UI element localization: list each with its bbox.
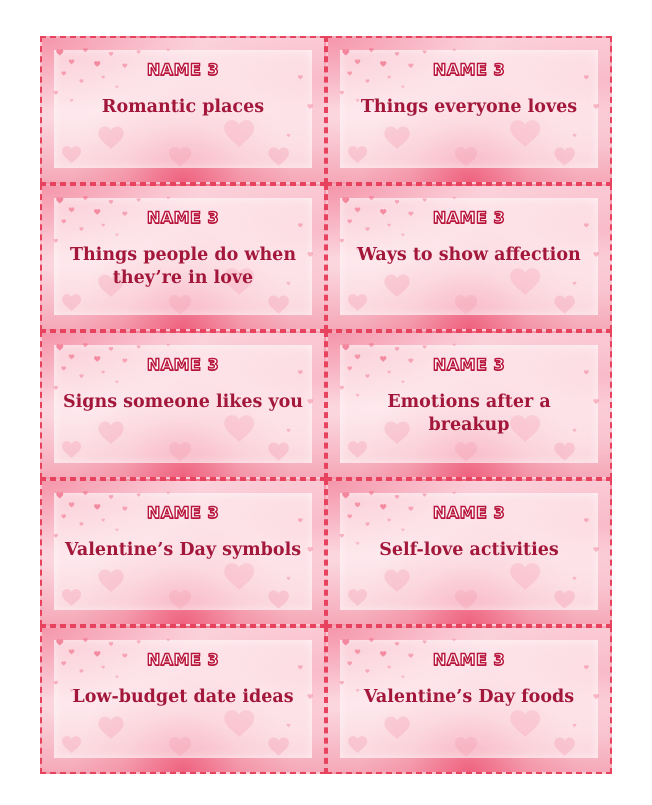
card-topic — [62, 96, 304, 156]
card-topic — [62, 539, 304, 599]
card-topic — [348, 391, 590, 451]
topic-card — [326, 626, 612, 774]
card-name-label: NAME 3 — [432, 355, 506, 375]
card-topic-text: Signs someone likes you — [62, 392, 304, 413]
topic-card — [326, 479, 612, 627]
topic-card — [326, 331, 612, 479]
card-topic-text: Valentine’s Day foods — [363, 687, 575, 708]
card-name-label: NAME 3 — [432, 60, 506, 79]
topic-card — [326, 36, 612, 184]
card-topic-text: Low-budget date ideas — [72, 687, 294, 708]
card-name-label: NAME 3 — [432, 650, 506, 670]
card-topic-text: Things people do when they’re in love — [69, 244, 297, 288]
card-name-label: NAME 3 — [432, 207, 506, 227]
card-topic-text: Things everyone loves — [360, 97, 578, 117]
card-topic-text: Romantic places — [101, 97, 265, 117]
card-name-label: NAME 3 — [146, 650, 220, 670]
card-topic — [62, 391, 304, 451]
topic-card — [40, 36, 326, 184]
card-topic-text: Ways to show affection — [357, 244, 581, 265]
card-topic — [62, 686, 304, 746]
topic-card — [40, 479, 326, 627]
card-name-label: NAME 3 — [146, 355, 220, 375]
card-name-label: NAME 3 — [146, 502, 220, 522]
topic-card — [40, 331, 326, 479]
card-topic — [348, 244, 590, 304]
card-topic-text: Emotions after a breakup — [387, 392, 551, 436]
card-name-label: NAME 3 — [146, 207, 220, 227]
card-topic — [62, 244, 304, 304]
card-name-label: NAME 3 — [146, 60, 220, 79]
card-topic — [348, 686, 590, 746]
card-topic — [348, 539, 590, 599]
topic-card — [326, 184, 612, 332]
topic-card — [40, 184, 326, 332]
card-topic-text: Self-love activities — [379, 539, 559, 560]
card-topic — [348, 96, 590, 156]
topic-card — [40, 626, 326, 774]
card-topic-text: Valentine’s Day symbols — [64, 539, 302, 560]
card-name-label: NAME 3 — [432, 502, 506, 522]
card-sheet — [40, 36, 612, 774]
